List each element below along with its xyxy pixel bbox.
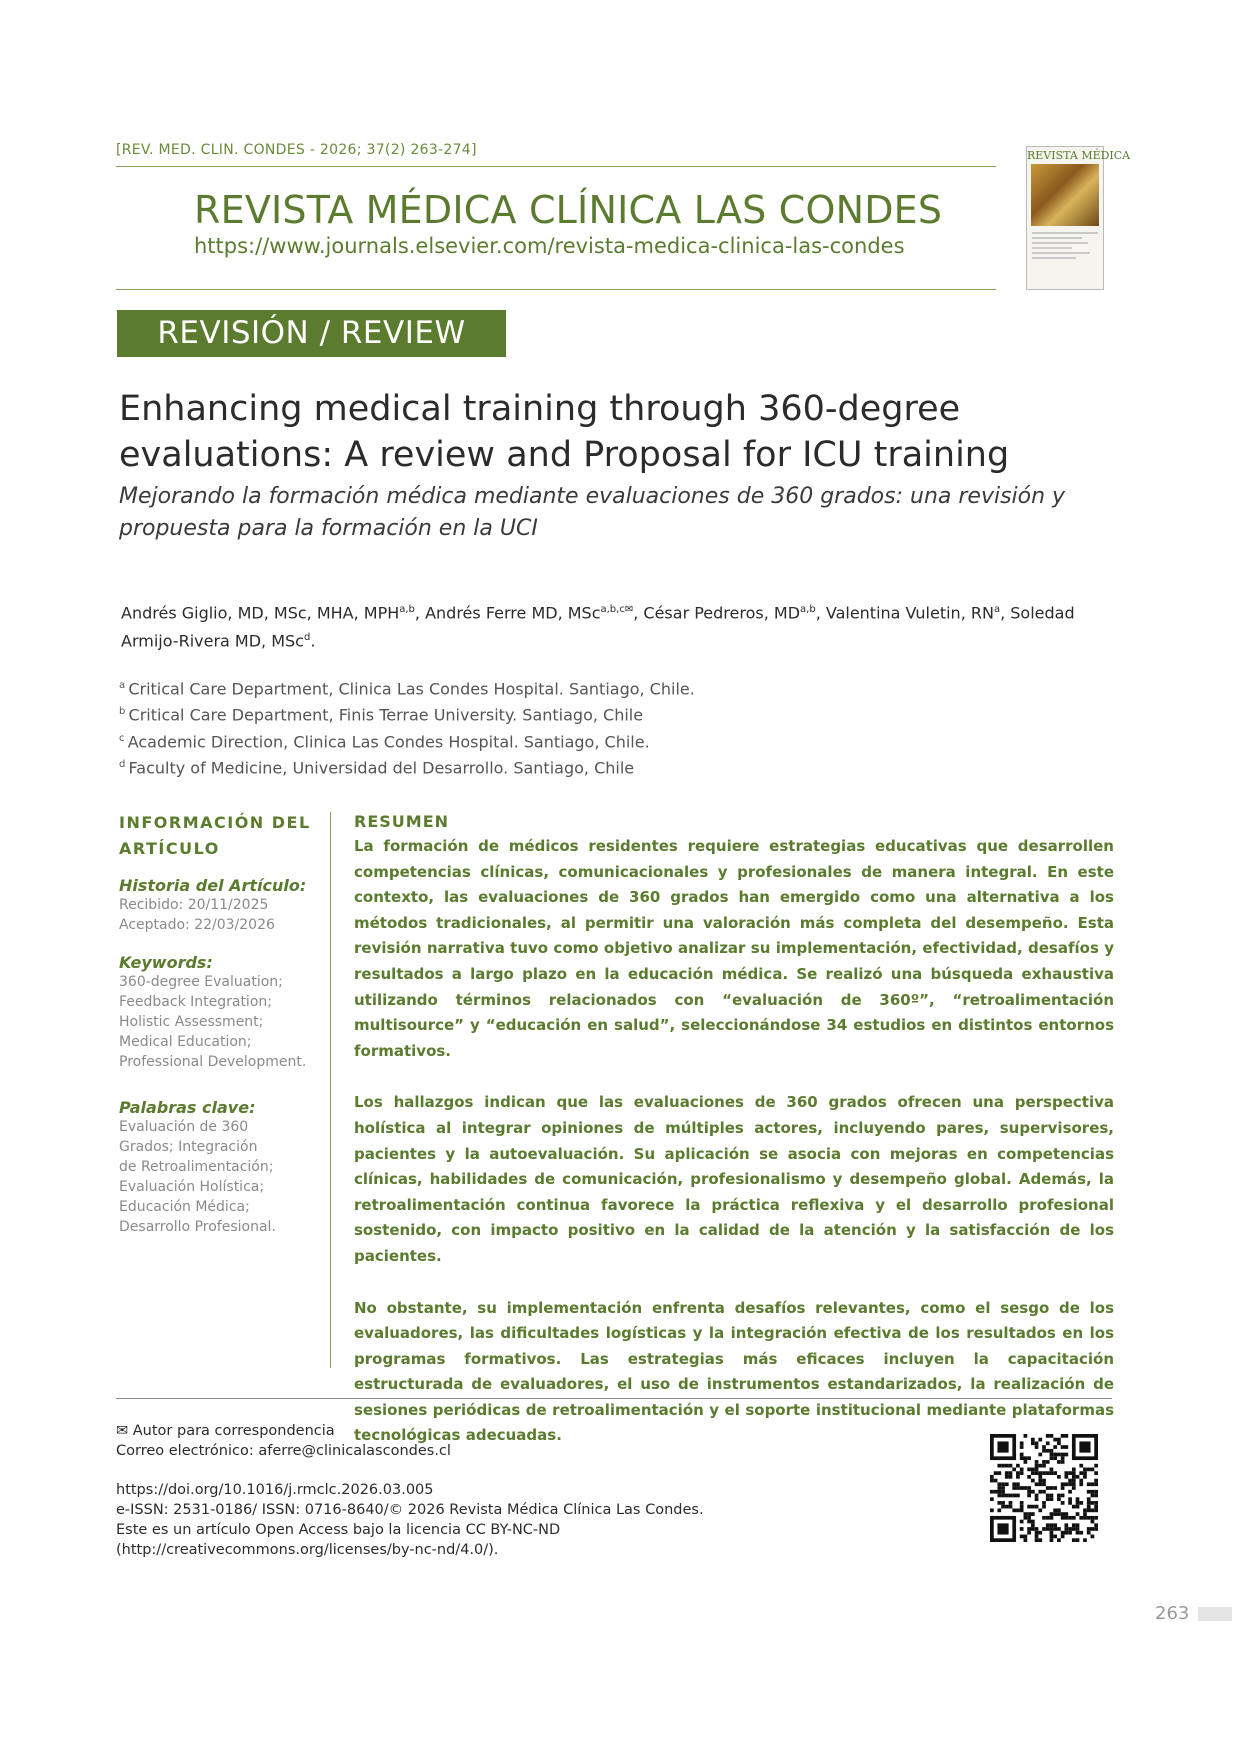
palabras-clave-label: Palabras clave: bbox=[119, 1098, 256, 1117]
palabra-clave-item: Grados; Integración bbox=[119, 1139, 258, 1155]
affiliation-text: Academic Direction, Clinica Las Condes Hospital. Santiago, Chile. bbox=[127, 731, 650, 751]
section-banner: REVISIÓN / REVIEW bbox=[117, 310, 506, 357]
author-affiliation-marker: d bbox=[303, 632, 311, 644]
affiliation-marker: c bbox=[119, 732, 128, 744]
author-affiliation-marker: a,b bbox=[800, 604, 816, 615]
affiliation-text: Critical Care Department, Finis Terrae University. Santiago, Chile bbox=[128, 705, 644, 725]
abstract-paragraph: La formación de médicos residentes requiere estrategias educativas que desarrollen competencias clínicas, comunicacionales y profesionales de manera integral. En este contexto, las evaluaciones de 360 grados han emergido como una alternativa a los métodos tradicionales, al permitir una valoración más completa del desempeño. Esta revisión narrativa tuvo como objetivo analizar su implementación, efectividad, desafíos y resultados a largo plazo en la educación médica. Se realizó una búsqueda exhaustiva utilizando términos relacionados con “evaluación de 360º”, “retroalimentación multisource” y “educación en salud”, seleccionándose 34 estudios en distintos entornos formativos. bbox=[354, 837, 1114, 1060]
journal-cover-thumbnail bbox=[1026, 146, 1131, 290]
affiliation-item bbox=[119, 700, 695, 726]
keyword-item: Feedback Integration; bbox=[119, 994, 272, 1010]
keywords-list bbox=[119, 972, 319, 1072]
author-name: César Pedreros, MD bbox=[643, 603, 801, 623]
palabra-clave-item: Educación Médica; bbox=[119, 1199, 250, 1215]
author-name: Soledad Armijo-Rivera MD, MSc bbox=[121, 603, 1075, 651]
sidebar-divider bbox=[330, 812, 331, 1368]
abstract-paragraph: No obstante, su implementación enfrenta desafíos relevantes, como el sesgo de los evaluadores, las dificultades logísticas y la integración efectiva de los resultados en los programas formativos. Las estrategias más eficaces incluyen la capacitación estructurada de evaluadores, el uso de instrumentos estandarizados, la realización de sesiones periódicas de retroalimentación y el soporte institucional mediante plataformas tecnológicas adecuadas. bbox=[354, 1298, 1114, 1445]
author-name: Valentina Vuletin, RN bbox=[825, 603, 994, 623]
article-title: Enhancing medical training through 360-degree evaluations: A review and Proposal for ICU training bbox=[119, 389, 1010, 475]
affiliation-text: Faculty of Medicine, Universidad del Desarrollo. Santiago, Chile bbox=[128, 758, 635, 778]
author-name: Andrés Ferre MD, MSc bbox=[425, 603, 601, 623]
received-date: Recibido: 20/11/2025 bbox=[119, 897, 269, 913]
palabra-clave-item: de Retroalimentación; bbox=[119, 1159, 274, 1175]
abstract-section bbox=[354, 810, 1114, 1475]
palabra-clave-item: Evaluación de 360 bbox=[119, 1119, 249, 1135]
keyword-item: Holistic Assessment; bbox=[119, 1014, 264, 1030]
palabras-clave-list bbox=[119, 1117, 319, 1237]
author-affiliation-marker: a,b,c bbox=[600, 604, 625, 615]
page-number-bar bbox=[1198, 1607, 1232, 1621]
correspondence-email[interactable]: Correo electrónico: aferre@clinicalascondes.cl bbox=[116, 1443, 451, 1459]
header-bottom-rule bbox=[116, 289, 996, 290]
keyword-item: 360-degree Evaluation; bbox=[119, 974, 283, 990]
doi-link[interactable]: https://doi.org/10.1016/j.rmclc.2026.03.005 bbox=[116, 1482, 434, 1498]
affiliation-marker: d bbox=[119, 758, 129, 770]
envelope-icon[interactable]: ✉ bbox=[624, 604, 634, 615]
qr-code-icon bbox=[990, 1434, 1098, 1542]
keyword-item: Professional Development. bbox=[119, 1054, 307, 1070]
header-top-rule bbox=[116, 166, 996, 167]
footer-rule bbox=[116, 1398, 1112, 1399]
license-line: Este es un artículo Open Access bajo la licencia CC BY-NC-ND bbox=[116, 1522, 561, 1538]
affiliation-item bbox=[119, 753, 695, 779]
page-number: 263 bbox=[1155, 1603, 1190, 1624]
keywords-label: Keywords: bbox=[119, 953, 213, 972]
history-label: Historia del Artículo: bbox=[119, 876, 307, 895]
affiliation-marker: b bbox=[119, 706, 129, 718]
author-separator: , bbox=[815, 603, 826, 623]
citation-line: [REV. MED. CLIN. CONDES - 2026; 37(2) 263-274] bbox=[116, 142, 477, 158]
footer-notes bbox=[116, 1421, 1116, 1560]
article-info-heading-line2: ARTÍCULO bbox=[119, 839, 220, 858]
author-affiliation-marker: a,b bbox=[399, 604, 415, 615]
author-name: Andrés Giglio, MD, MSc, MHA, MPH bbox=[121, 603, 400, 623]
author-separator: . bbox=[310, 631, 316, 651]
journal-title: REVISTA MÉDICA CLÍNICA LAS CONDES bbox=[194, 188, 943, 232]
affiliation-text: Critical Care Department, Clinica Las Condes Hospital. Santiago, Chile. bbox=[128, 679, 695, 699]
affiliation-item bbox=[119, 727, 695, 753]
author-separator: , bbox=[633, 603, 644, 623]
affiliation-item bbox=[119, 674, 695, 700]
journal-url[interactable]: https://www.journals.elsevier.com/revista-medica-clinica-las-condes bbox=[194, 234, 905, 258]
abstract-paragraph: Los hallazgos indican que las evaluaciones de 360 grados ofrecen una perspectiva holística al integrar opiniones de múltiples actores, incluyendo pares, supervisores, pacientes y la autoevaluación. Su aplicación se asocia con mejoras en competencias clínicas, habilidades de comunicación, profesionalismo y desempeño global. Además, la retroalimentación continua favorece la práctica reflexiva y el desarrollo profesional sostenido, con impacto positivo en la calidad de la atención y la satisfacción de los pacientes. bbox=[354, 1093, 1114, 1265]
author-separator: , bbox=[414, 603, 426, 623]
palabra-clave-item: Desarrollo Profesional. bbox=[119, 1219, 276, 1235]
cover-title: REVISTA MÉDICA bbox=[1027, 149, 1131, 162]
abstract-heading: RESUMEN bbox=[354, 812, 450, 831]
author-affiliation-marker: a bbox=[993, 604, 1001, 615]
accepted-date: Aceptado: 22/03/2026 bbox=[119, 917, 275, 933]
keyword-item: Medical Education; bbox=[119, 1034, 252, 1050]
author-list bbox=[121, 597, 1121, 654]
author-separator: , bbox=[1000, 603, 1011, 623]
article-subtitle-es: Mejorando la formación médica mediante evaluaciones de 360 grados: una revisión y propuesta para la formación en la UCI bbox=[119, 484, 1066, 541]
license-url[interactable]: (http://creativecommons.org/licenses/by-nc-nd/4.0/). bbox=[116, 1542, 499, 1558]
issn-line: e-ISSN: 2531-0186/ ISSN: 0716-8640/© 2026 Revista Médica Clínica Las Condes. bbox=[116, 1502, 704, 1518]
palabra-clave-item: Evaluación Holística; bbox=[119, 1179, 265, 1195]
cover-artwork bbox=[1031, 164, 1099, 226]
affiliations-list bbox=[119, 674, 695, 779]
correspondence-note: ✉ Autor para correspondencia bbox=[116, 1423, 335, 1439]
affiliation-marker: a bbox=[119, 680, 129, 691]
article-info-sidebar bbox=[119, 810, 319, 1237]
article-info-heading-line1: INFORMACIÓN DEL bbox=[119, 813, 311, 832]
